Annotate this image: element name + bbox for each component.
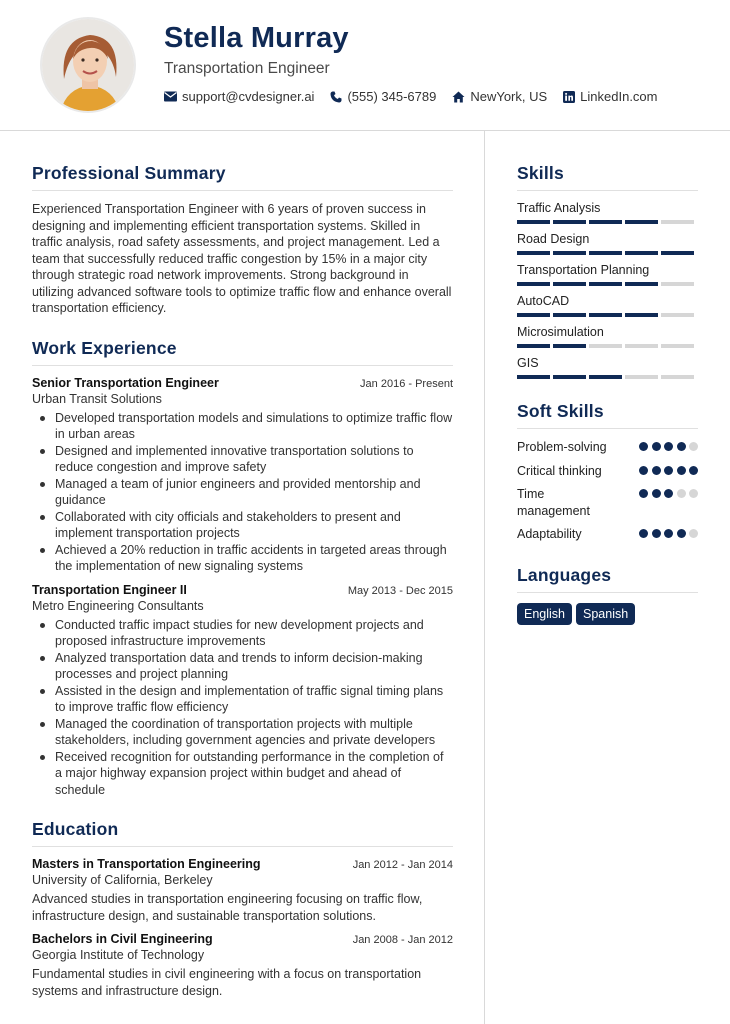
skill-level-segment [517, 220, 550, 224]
education-entry [32, 857, 453, 924]
bullet-item: Managed the coordination of transportation projects with multiple stakeholders, including government agencies and private developers [32, 716, 453, 749]
contact-email[interactable] [164, 89, 314, 104]
rating-dot [664, 442, 673, 451]
skill-name: Road Design [517, 232, 590, 246]
bullet-item: Achieved a 20% reduction in traffic accidents in targeted areas through the implementation of new signaling systems [32, 542, 453, 575]
contact-linkedin[interactable] [563, 89, 657, 104]
job-title: Transportation Engineer [164, 60, 330, 77]
skill-level-bar [517, 251, 698, 255]
email-text: support@cvdesigner.ai [182, 89, 315, 104]
job-dates: May 2013 - Dec 2015 [347, 584, 453, 597]
skill-level-bar [517, 375, 698, 379]
rating-dot [652, 489, 661, 498]
skill-level-segment [625, 251, 658, 255]
skill-level-segment [661, 375, 694, 379]
skill-level-segment [589, 344, 622, 348]
education-description: Fundamental studies in civil engineering with a focus on transportation systems and infrastructure design. [32, 967, 422, 998]
rating-dot [652, 442, 661, 451]
job-bullets [32, 617, 453, 799]
job-company: Urban Transit Solutions [32, 391, 162, 406]
skill-name: Microsimulation [517, 325, 604, 339]
skill-level-segment [517, 313, 550, 317]
job-header [32, 583, 453, 597]
skill-level-segment [553, 282, 586, 286]
skill-level-segment [625, 344, 658, 348]
rating-dot [689, 442, 698, 451]
summary-heading: Professional Summary [32, 163, 453, 191]
bullet-item: Analyzed transportation data and trends to inform decision-making processes and project planning [32, 650, 453, 683]
avatar [40, 17, 136, 113]
contact-info [164, 89, 674, 104]
rating-dot [677, 442, 686, 451]
linkedin-text: LinkedIn.com [580, 89, 658, 104]
skill-level-segment [661, 282, 694, 286]
rating-dot [664, 529, 673, 538]
phone-text: (555) 345-6789 [347, 89, 437, 104]
education-section [32, 819, 453, 999]
rating-dot [689, 529, 698, 538]
soft-skill-name: Critical thinking [517, 463, 602, 478]
summary-text: Experienced Transportation Engineer with 6 years of proven success in designing and implementing efficient transportation systems. Skilled in traffic analysis, road safety assessments, and project management. Led a team that successfully reduced traffic congestion by 15% in a major city through strategic road network improvements. Strong background in utilizing advanced software tools to optimize traffic flow and enhance overall transportation efficiency. [32, 202, 452, 315]
linkedin-icon [563, 91, 575, 103]
bullet-item: Developed transportation models and simulations to optimize traffic flow in urban areas [32, 410, 453, 443]
skill-level-bar [517, 313, 698, 317]
candidate-name: Stella Murray [164, 22, 349, 54]
rating-dot [689, 489, 698, 498]
language-badge: Spanish [576, 603, 635, 625]
experience-section [32, 338, 453, 799]
contact-location [452, 89, 547, 104]
skill-level-segment [517, 375, 550, 379]
bullet-item: Managed a team of junior engineers and provided mentorship and guidance [32, 476, 453, 509]
languages-heading: Languages [517, 565, 698, 593]
skill-level-segment [553, 220, 586, 224]
degree-name: Masters in Transportation Engineering [32, 857, 261, 871]
rating-dot [689, 466, 698, 475]
bullet-item: Designed and implemented innovative transportation solutions to reduce congestion and improve safety [32, 443, 453, 476]
soft-skills-list [517, 439, 698, 543]
skill-level-segment [661, 220, 694, 224]
skill-level-bar [517, 220, 698, 224]
job-position: Senior Transportation Engineer [32, 375, 219, 390]
skill-level-segment [517, 344, 550, 348]
education-entry [32, 932, 453, 999]
skill-level-bar [517, 344, 698, 348]
rating-dot [639, 442, 648, 451]
home-icon [452, 91, 465, 103]
summary-section [32, 163, 453, 317]
skill-level-segment [553, 251, 586, 255]
soft-skill-name: Adaptability [517, 527, 582, 541]
rating-dot [677, 489, 686, 498]
skill-level-segment [589, 282, 622, 286]
job-list [32, 376, 453, 799]
rating-dot [639, 489, 648, 498]
skill-level-segment [661, 313, 694, 317]
skill-level-segment [625, 220, 658, 224]
rating-dot [639, 466, 648, 475]
skill-level-segment [589, 220, 622, 224]
bullet-item: Collaborated with city officials and stakeholders to present and implement transportation projects [32, 509, 453, 542]
contact-phone[interactable] [330, 89, 436, 104]
school-name: University of California, Berkeley [32, 873, 213, 887]
soft-skill-row [517, 463, 698, 480]
soft-skill-rating [636, 442, 699, 451]
resume-header [0, 0, 730, 131]
job-header [32, 376, 453, 390]
skill-level-bar [517, 282, 698, 286]
main-column [32, 131, 453, 1007]
phone-icon [330, 91, 342, 103]
job-dates: Jan 2016 - Present [360, 377, 453, 390]
skills-list [517, 201, 698, 379]
soft-skill-row [517, 486, 698, 519]
skill-name: AutoCAD [517, 294, 570, 308]
soft-skill-name: Problem-solving [517, 440, 607, 454]
soft-skill-rating [636, 466, 699, 475]
degree-name: Bachelors in Civil Engineering [32, 932, 213, 946]
bullet-item: Received recognition for outstanding performance in the completion of a major highway expansion project within budget and ahead of schedule [32, 749, 453, 799]
skills-section [517, 163, 698, 379]
job-entry [32, 583, 453, 799]
soft-skill-name: Time management [517, 487, 590, 518]
skill-name: Traffic Analysis [517, 201, 601, 215]
profile-photo [42, 19, 136, 113]
job-bullets [32, 410, 453, 575]
skill-level-segment [553, 344, 586, 348]
skill-level-segment [517, 251, 550, 255]
skill-level-segment [553, 375, 586, 379]
soft-skill-rating [636, 489, 699, 498]
school-name: Georgia Institute of Technology [32, 948, 205, 962]
bullet-item: Conducted traffic impact studies for new development projects and proposed infrastructure improvements [32, 617, 453, 650]
rating-dot [664, 489, 673, 498]
soft-skills-section [517, 401, 698, 543]
rating-dot [677, 466, 686, 475]
job-position: Transportation Engineer II [32, 582, 187, 597]
soft-skill-row [517, 526, 698, 543]
location-text: NewYork, US [470, 89, 548, 104]
skill-level-segment [625, 313, 658, 317]
skill-level-segment [589, 251, 622, 255]
education-dates: Jan 2008 - Jan 2012 [352, 934, 453, 946]
soft-skill-rating [636, 529, 699, 538]
job-entry [32, 376, 453, 575]
education-heading: Education [32, 819, 453, 847]
rating-dot [664, 466, 673, 475]
sidebar-column [517, 131, 698, 625]
rating-dot [639, 529, 648, 538]
skill-level-segment [661, 251, 694, 255]
skill-level-segment [625, 375, 658, 379]
education-dates: Jan 2012 - Jan 2014 [352, 859, 453, 871]
language-list [517, 603, 698, 625]
job-company: Metro Engineering Consultants [32, 598, 204, 613]
rating-dot [677, 529, 686, 538]
rating-dot [652, 529, 661, 538]
skill-level-segment [661, 344, 694, 348]
experience-heading: Work Experience [32, 338, 453, 366]
education-list [32, 857, 453, 999]
skill-level-segment [553, 313, 586, 317]
skill-name: GIS [517, 356, 539, 370]
education-description: Advanced studies in transportation engineering focusing on traffic flow, infrastructure design, and sustainable transportation solutions. [32, 892, 423, 923]
rating-dot [652, 466, 661, 475]
skill-level-segment [625, 282, 658, 286]
envelope-icon [164, 91, 177, 102]
skills-heading: Skills [517, 163, 698, 191]
education-header [32, 932, 453, 946]
languages-section [517, 565, 698, 625]
education-header [32, 857, 453, 871]
bullet-item: Assisted in the design and implementation of traffic signal timing plans to improve traffic flow efficiency [32, 683, 453, 716]
skill-name: Transportation Planning [517, 263, 650, 277]
skill-level-segment [589, 375, 622, 379]
soft-skill-row [517, 439, 698, 456]
soft-skills-heading: Soft Skills [517, 401, 698, 429]
skill-level-segment [517, 282, 550, 286]
skill-level-segment [589, 313, 622, 317]
column-divider [484, 131, 485, 1024]
language-badge: English [517, 603, 572, 625]
